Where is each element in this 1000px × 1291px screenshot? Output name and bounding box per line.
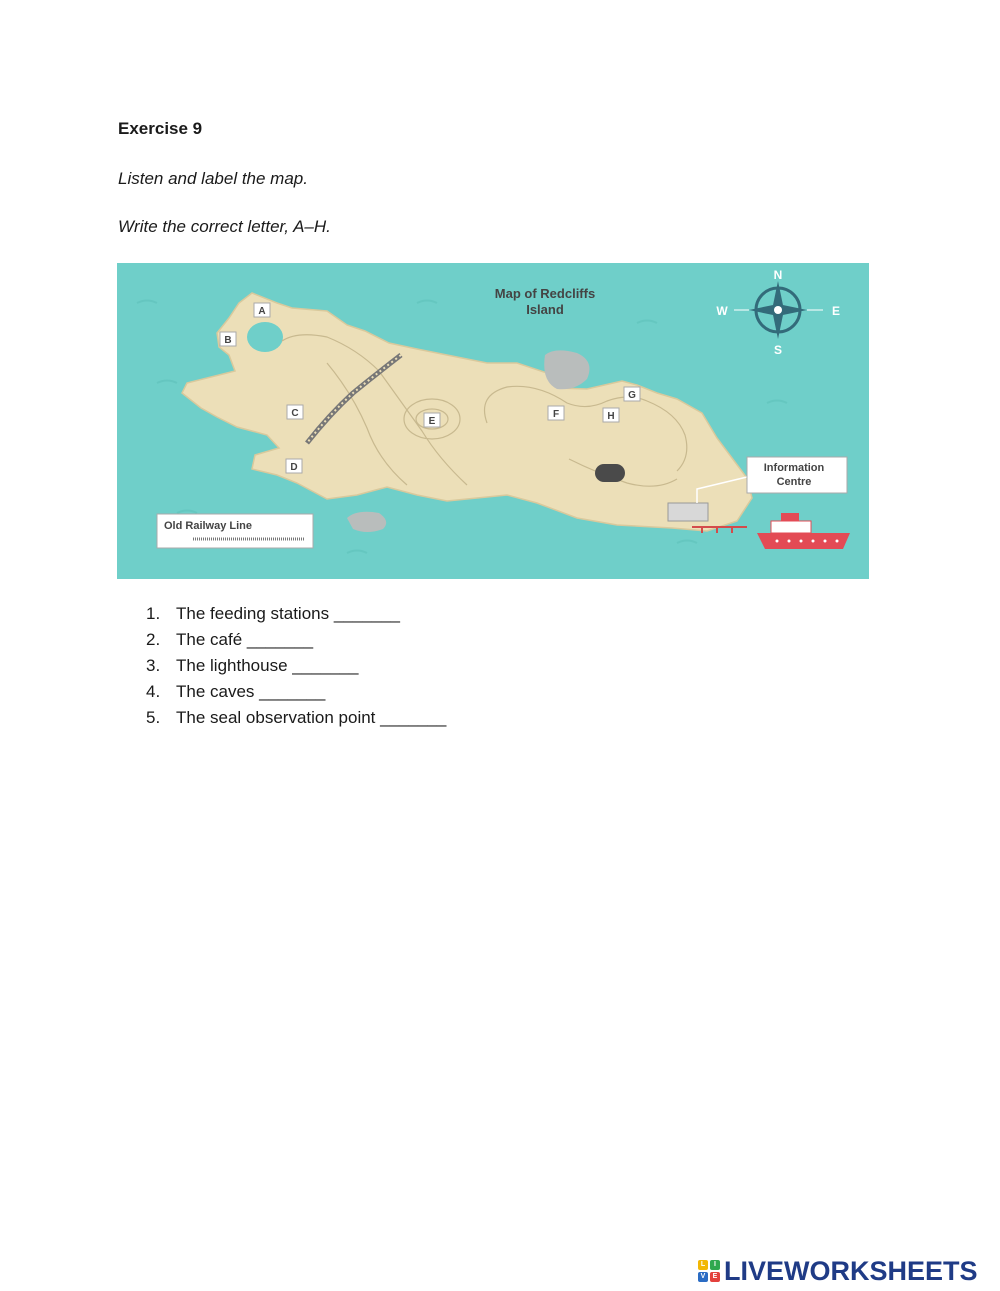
compass-e: E [831, 304, 841, 318]
building-icon [668, 503, 708, 521]
logo-icon [697, 1259, 721, 1283]
question-number: 2. [146, 630, 161, 649]
question-item [146, 655, 446, 681]
logo-letter: V [698, 1272, 708, 1282]
question-text: The caves _______ [176, 682, 326, 701]
tunnel-icon [595, 464, 625, 482]
svg-text:D: D [290, 462, 298, 473]
question-number: 5. [146, 708, 161, 727]
svg-text:C: C [291, 408, 299, 419]
question-number: 1. [146, 604, 161, 623]
lake [247, 322, 283, 352]
svg-text:B: B [224, 335, 232, 346]
info-centre-label [747, 457, 847, 493]
svg-text:A: A [258, 306, 266, 317]
svg-text:G: G [628, 390, 636, 401]
legend-label: Old Railway Line [164, 520, 253, 532]
question-text: The feeding stations _______ [176, 604, 401, 623]
question-text: The café _______ [176, 630, 314, 649]
instruction-write: Write the correct letter, A–H. [118, 217, 331, 236]
question-text: The seal observation point _______ [176, 708, 447, 727]
label-a [254, 303, 270, 317]
info-line1: Information [763, 462, 825, 474]
label-b [220, 332, 236, 346]
svg-text:H: H [607, 411, 615, 422]
logo-letter: E [710, 1272, 720, 1282]
logo-letter: L [698, 1260, 708, 1270]
question-number: 3. [146, 656, 161, 675]
compass-n: N [773, 268, 783, 282]
question-number: 4. [146, 682, 161, 701]
liveworksheets-logo [697, 1256, 978, 1286]
question-item [146, 681, 446, 707]
question-text: The lighthouse _______ [176, 656, 359, 675]
label-e [424, 413, 440, 427]
logo-text: LIVEWORKSHEETS [724, 1255, 978, 1286]
legend-box [157, 514, 313, 548]
svg-text:E: E [428, 416, 436, 427]
label-f [548, 406, 564, 420]
svg-text:F: F [552, 409, 560, 420]
question-item [146, 707, 446, 733]
compass-w: W [716, 304, 728, 318]
map-title-line1: Map of Redcliffs [494, 286, 596, 301]
map-title-line2: Island [526, 302, 564, 317]
island-map [117, 263, 869, 579]
instruction-listen: Listen and label the map. [118, 169, 308, 188]
label-d [286, 459, 302, 473]
exercise-title: Exercise 9 [118, 119, 203, 138]
label-h [603, 408, 619, 422]
label-c [287, 405, 303, 419]
question-list [146, 603, 446, 733]
question-item [146, 629, 446, 655]
info-line2: Centre [776, 476, 812, 488]
compass-s: S [773, 343, 783, 357]
logo-letter: I [710, 1260, 720, 1270]
question-item [146, 603, 446, 629]
label-g [624, 387, 640, 401]
